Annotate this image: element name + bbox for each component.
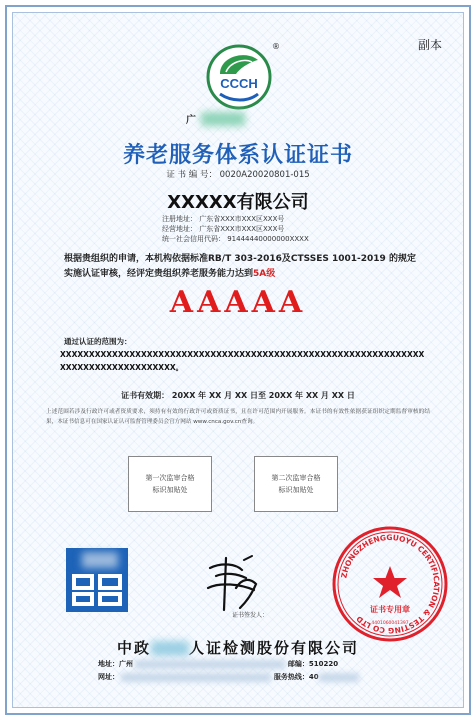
registered-mark: ® xyxy=(272,42,280,51)
hotline-label: 服务热线： xyxy=(273,673,309,681)
hotline-value: 40 xyxy=(308,673,319,681)
certificate-title: 养老服务体系认证证书 xyxy=(122,143,353,168)
company-name: XXXXX有限公司 xyxy=(167,192,309,213)
seal-ring-text: ZHONGZHENGGUOYU CERTIFICATION & TESTING CO LTD xyxy=(339,532,442,636)
scope-text: XXXXXXXXXXXXXXXXXXXXXXXXXXXXXXXXXXXXXXXXXXXXXXXXXXXXXXXXXXXXXXXXXXXXXXXXXXXXXXXXXXX。 xyxy=(60,350,425,372)
certification-statement xyxy=(64,252,424,282)
level-text: 5A级 xyxy=(253,269,276,279)
official-seal-icon xyxy=(330,524,450,644)
stamp-box-line2: 标识加贴处 xyxy=(278,486,314,494)
operating-address: 经营地址： 广东省XXX市XXX区XXX号 xyxy=(162,225,285,233)
notes-text: 上述范围若涉及行政许可或者资质要求，须持有有效的行政许可或资质证书，且在许可范围内开展服务。本证书的有效性依据获证组织定期监督审核的结果，本证书信息可在国家认证认可监督管理委员会官方网站 www.cnca.gov.cn查询。 xyxy=(46,409,430,425)
org-name-fragment: 广 xyxy=(186,115,196,126)
blurred-region xyxy=(82,552,118,568)
first-audit-stamp-box xyxy=(128,456,212,512)
issuer-contact xyxy=(98,658,359,684)
copy-mark: 副本 xyxy=(417,38,442,52)
address-row xyxy=(98,658,359,671)
logo-text: CCCH xyxy=(220,76,258,91)
postcode-label: 邮编： xyxy=(287,660,309,668)
website-row xyxy=(98,671,359,684)
stamp-box-line2: 标识加贴处 xyxy=(152,486,188,494)
statement-text: 根据贵组织的申请，本机构依据标准RB/T 303-2016及CTSSES 1001-2019 的规定实施认证审核，经评定贵组织养老服务能力达到 xyxy=(64,254,416,279)
website-label: 网址： xyxy=(98,673,119,681)
stamp-box-line1: 第二次监审合格 xyxy=(271,474,321,482)
issuer-prefix: 中政 xyxy=(116,639,151,657)
address-label: 地址：广州 xyxy=(98,660,133,668)
blurred-region xyxy=(201,112,245,126)
second-audit-stamp-box xyxy=(254,456,338,512)
credit-code: 统一社会信用代码： 91444440000000XXXX xyxy=(162,235,309,243)
registered-address: 注册地址： 广东省XXX市XXX区XXX号 xyxy=(162,215,285,223)
issuer-suffix: 人证检测股份有限公司 xyxy=(189,639,360,657)
seal-number: 4401060041397 xyxy=(371,621,409,626)
blurred-region xyxy=(319,673,359,682)
ccch-logo-icon xyxy=(206,44,272,110)
validity-period: 证书有效期： 20XX 年 XX 月 XX 日至 20XX 年 XX 月 XX 日 xyxy=(121,391,355,400)
blurred-region xyxy=(151,641,189,656)
postcode-value: 510220 xyxy=(308,660,339,668)
signer-label: 证书签发人： xyxy=(232,612,269,619)
blurred-region xyxy=(135,660,285,669)
signature-icon xyxy=(196,548,266,616)
company-info xyxy=(162,214,309,244)
certificate-number: 证 书 编 号： 0020A20020801-015 xyxy=(166,170,310,180)
grade-rating: AAAAA xyxy=(169,285,307,320)
org-name-top xyxy=(186,108,290,126)
blurred-region xyxy=(121,673,271,682)
stamp-box-line1: 第一次监审合格 xyxy=(145,474,195,482)
issuer-company-name xyxy=(0,637,476,658)
seal-center-text: 证书专用章 xyxy=(370,605,410,614)
scope-label: 通过认证的范围为： xyxy=(64,337,132,346)
